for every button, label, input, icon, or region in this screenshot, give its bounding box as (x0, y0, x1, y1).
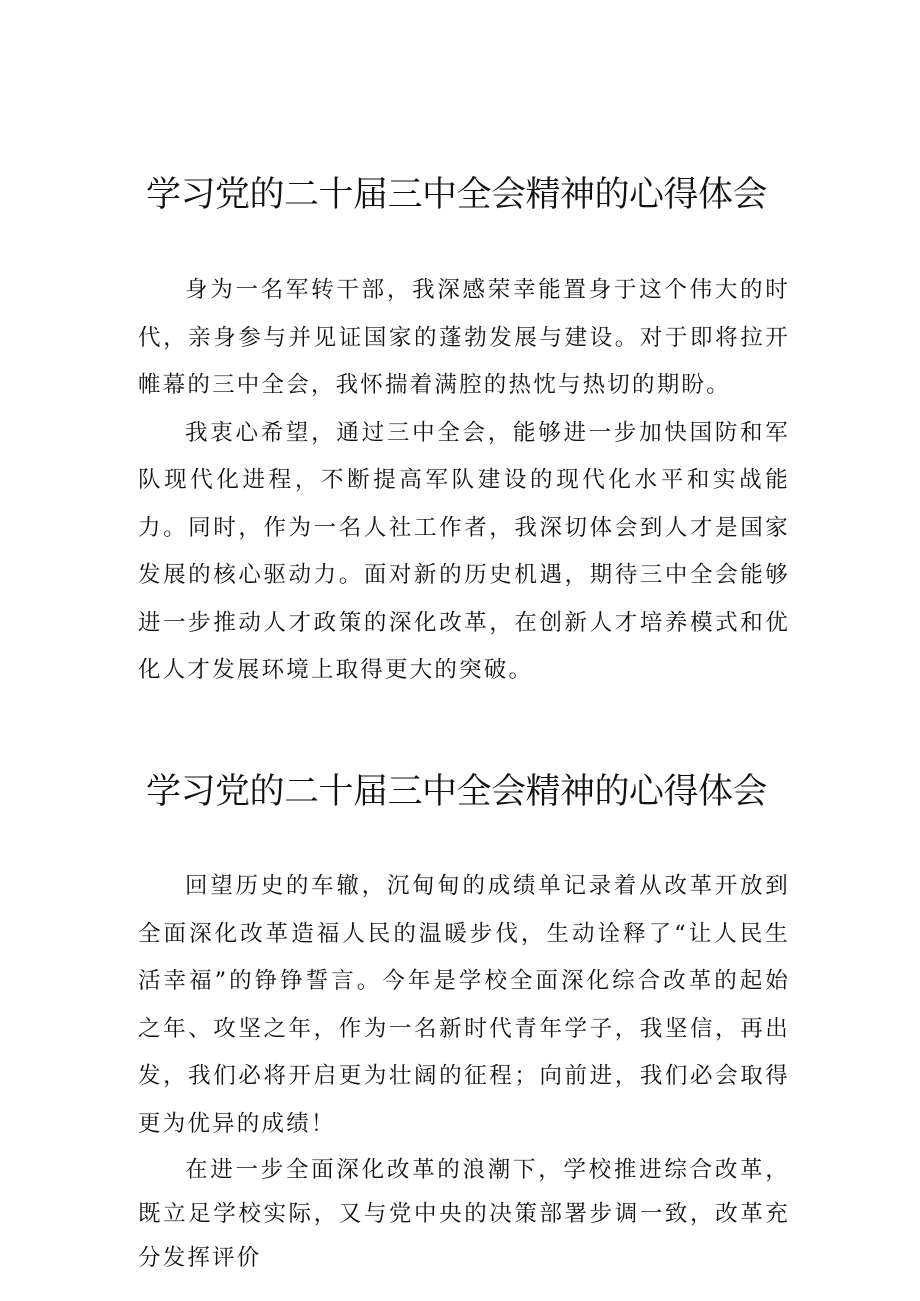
section-1-paragraph-2: 我衷心希望，通过三中全会，能够进一步加快国防和军队现代化进程，不断提高军队建设的现代化水平和实战能力。同时，作为一名人社工作者，我深切体会到人才是国家发展的核心驱动力。面对新的历史机遇，期待三中全会能够进一步推动人才政策的深化改革，在创新人才培养模式和优化人才发展环境上取得更大的突破。 (138, 419, 790, 683)
section-2-body (138, 863, 790, 1280)
section-2-paragraph-2: 在进一步全面深化改革的浪潮下，学校推进综合改革，既立足学校实际，又与党中央的决策部署步调一致，改革充分发挥评价 (138, 1157, 790, 1271)
section-2-title: 学习党的二十届三中全会精神的心得体会 (146, 772, 768, 812)
section-1-title: 学习党的二十届三中全会精神的心得体会 (146, 175, 768, 215)
section-1-paragraph-1: 身为一名军转干部，我深感荣幸能置身于这个伟大的时代，亲身参与并见证国家的蓬勃发展与建设。对于即将拉开帷幕的三中全会，我怀揣着满腔的热忱与热切的期盼。 (138, 277, 790, 398)
section-2-paragraph-1: 回望历史的车辙，沉甸甸的成绩单记录着从改革开放到全面深化改革造福人民的温暖步伐，生动诠释了“让人民生活幸福”的铮铮誓言。今年是学校全面深化综合改革的起始之年、攻坚之年，作为一名新时代青年学子，我坚信，再出发，我们必将开启更为壮阔的征程；向前进，我们必会取得更为优异的成绩！ (138, 873, 790, 1137)
section-1-body (138, 267, 790, 695)
